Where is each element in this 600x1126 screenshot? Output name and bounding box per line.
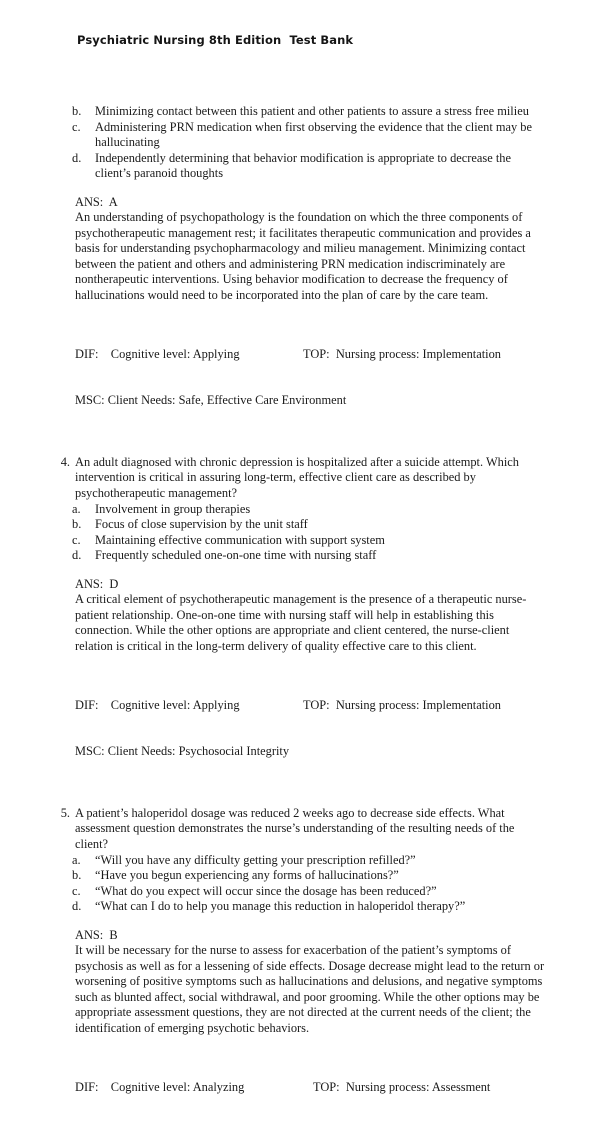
option-letter: b.	[72, 517, 82, 532]
option-item[interactable]	[0, 884, 600, 900]
option-item[interactable]	[0, 548, 600, 564]
option-letter: c.	[72, 119, 81, 134]
option-text: Independently determining that behavior modification is appropriate to decrease the client’s paranoid thoughts	[95, 150, 511, 181]
metadata-msc: MSC: Client Needs: Safe, Effective Care Environment	[75, 393, 347, 408]
rationale-text: An understanding of psychopathology is the foundation on which the three components of psychotherapeutic management rest; it facilitates therapeutic communication and provides a basis for understanding psychopharmacology and milieu management. Minimizing contact between the patient and others and administering PRN medication indiscriminately are nontherapeutic interventions. Using behavior modification to decrease the frequency of hallucinations would need to be incorporated into the plan of care by the care team.	[75, 210, 531, 303]
option-text: “Will you have any difficulty getting your prescription refilled?”	[95, 852, 416, 867]
option-item[interactable]	[0, 853, 600, 869]
option-text: “What do you expect will occur since the dosage has been reduced?”	[95, 883, 437, 898]
question-stem	[0, 806, 600, 853]
question-text: An adult diagnosed with chronic depression is hospitalized after a suicide attempt. Which intervention is critical in assuring long-term, effective client care as described by psychotherapeutic management?	[75, 454, 519, 501]
metadata-row	[75, 698, 600, 713]
question-text: A patient’s haloperidol dosage was reduced 2 weeks ago to decrease side effects. What assessment question demonstrates the nurse’s understanding of the resulting needs of the client?	[75, 805, 515, 851]
option-text: Involvement in group therapies	[95, 501, 251, 516]
question-3-continuation	[0, 104, 600, 439]
metadata-dif: DIF: Cognitive level: Applying	[75, 698, 240, 713]
option-text: Administering PRN medication when first observing the evidence that the client may be hallucinating	[95, 119, 533, 150]
option-letter: b.	[72, 104, 82, 118]
option-letter: b.	[72, 868, 82, 883]
option-letter: d.	[72, 899, 82, 914]
option-item[interactable]	[0, 868, 600, 884]
rationale-text: A critical element of psychotherapeutic management is the presence of a therapeutic nurse-patient relationship. One-on-one time with nursing staff will help in establishing this connection. While the other options are appropriate and client centered, the nurse-client relation is critical in the long-term delivery of quality effective care to this client.	[75, 592, 527, 653]
question-number: 4.	[60, 454, 70, 469]
option-text: Frequently scheduled one-on-one time with nursing staff	[95, 548, 377, 563]
metadata-top: TOP: Nursing process: Assessment	[313, 1080, 491, 1095]
metadata-top: TOP: Nursing process: Implementation	[303, 698, 501, 713]
metadata-msc: MSC: Client Needs: Psychosocial Integrity	[75, 743, 290, 758]
option-letter: a.	[72, 852, 81, 867]
question-4	[0, 455, 600, 790]
metadata-block	[0, 1050, 600, 1126]
option-letter: c.	[72, 532, 81, 547]
option-item[interactable]	[0, 120, 600, 151]
option-item[interactable]	[0, 899, 600, 915]
option-item[interactable]	[0, 533, 600, 549]
answer-label: ANS: B	[75, 927, 118, 942]
page-title: Psychiatric Nursing 8th Edition Test Bank	[77, 33, 354, 47]
question-number: 5.	[60, 805, 70, 820]
option-letter: a.	[72, 501, 81, 516]
document-body	[0, 104, 600, 1126]
option-item[interactable]	[0, 104, 600, 120]
metadata-row	[75, 1080, 600, 1095]
option-text: Focus of close supervision by the unit staff	[95, 517, 308, 532]
metadata-dif: DIF: Cognitive level: Analyzing	[75, 1080, 245, 1095]
rationale-text: It will be necessary for the nurse to assess for exacerbation of the patient’s symptoms of psychosis as well as for a lessening of side effects. Dosage decrease might lead to the return or worsening of positive symptoms such as hallucinations and delusions, and negative symptoms such as blunted affect, social withdrawal, and poor grooming. While the other options may be appropriate assessment questions, they are not directed at the current needs of the client; the identification of emerging psychotic behaviors.	[75, 943, 545, 1035]
answer-label: ANS: D	[75, 576, 119, 591]
answer-label: ANS: A	[75, 194, 118, 209]
metadata-block	[0, 317, 600, 439]
question-5	[0, 806, 600, 1126]
option-item[interactable]	[0, 517, 600, 533]
option-text: “What can I do to help you manage this reduction in haloperidol therapy?”	[95, 899, 466, 914]
option-text: “Have you begun experiencing any forms of hallucinations?”	[95, 868, 399, 883]
metadata-row	[75, 347, 600, 362]
option-letter: d.	[72, 150, 82, 165]
option-letter: c.	[72, 883, 81, 898]
option-letter: d.	[72, 548, 82, 563]
option-text: Maintaining effective communication with support system	[95, 532, 385, 547]
metadata-dif: DIF: Cognitive level: Applying	[75, 347, 240, 362]
option-text: Minimizing contact between this patient and other patients to assure a stress free milieu	[95, 104, 529, 118]
metadata-top: TOP: Nursing process: Implementation	[303, 347, 501, 362]
option-item[interactable]	[0, 151, 600, 182]
question-stem	[0, 455, 600, 502]
option-item[interactable]	[0, 502, 600, 518]
metadata-block	[0, 668, 600, 790]
